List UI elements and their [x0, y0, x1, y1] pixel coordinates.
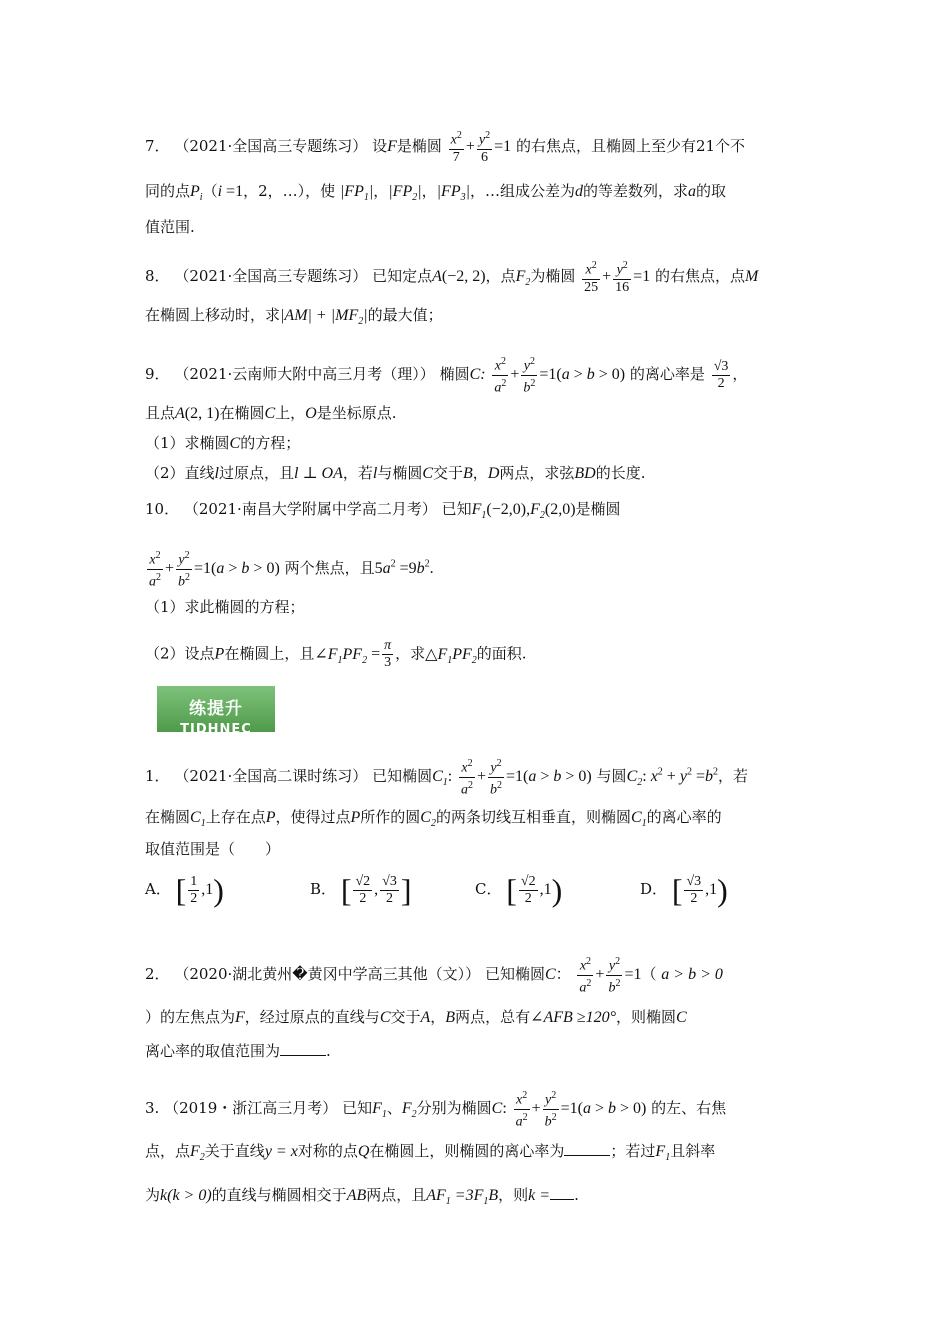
exercise-3-line-2: 点，点$F_2$关于直线y = x对称的点Q在椭圆上，则椭圆的离心率为 ；若过$F_1$且斜率: [145, 1142, 716, 1164]
problem-10-q2: （2）设点P在椭圆上，且$\angle F_1PF_2$ = $\frac{\pi}{3}$ ，求$\triangle F_1PF_2$的面积.: [145, 638, 527, 670]
exercise-2-line-1: 2． （2020·湖北黄州�黄冈中学高三其他（文）） 已知椭圆C： $\frac{x^2}{a^2}$ + $\frac{y^2}{b^2}$ =1（ a > b > 0: [145, 956, 723, 996]
problem-number: 7．: [145, 136, 170, 155]
problem-7-line-2: 同的点$P_i(i =1$，2，…），使 $|FP_1|$，$|FP_2|$，$|FP_3|$，…组成公差为d的等差数列，求a的取: [145, 182, 727, 204]
problem-number: 9．: [145, 365, 170, 384]
problem-source: （2019・浙江高三月考）: [164, 1099, 338, 1118]
fraction: $\frac{x^2}{a^2}$: [460, 758, 473, 798]
problem-7-line-1: 7． （2021·全国高三专题练习） 设F是椭圆 $\frac{x^2}{7}$ + $\frac{y^2}{6}$ =1 的右焦点，且椭圆上至少有21个不: [145, 130, 746, 165]
problem-10-line-2: $\frac{x^2}{a^2}$ + $\frac{y^2}{b^2}$ =1(a > b > 0) 两个焦点，且$5a^2 =9b^2$.: [149, 550, 434, 590]
problem-9-q1: （1）求椭圆C的方程；: [145, 434, 301, 452]
fraction: $\frac{y^2}{b^2}$: [608, 956, 621, 996]
section-badge: [157, 686, 275, 732]
fraction: $\frac{y^2}{16}$: [615, 260, 630, 295]
exercise-1-line-2: 在椭圆$C_1$上存在点P，使得过点P所作的圆$C_2$的两条切线互相垂直，则椭圆$C_1$的离心率的: [145, 808, 722, 830]
fraction: $\frac{x^2}{25}$: [584, 260, 599, 295]
problem-source: （2021·全国高三专题练习）: [174, 266, 368, 285]
option-c[interactable]: C． [ $\frac{√2}{2}$ ,1): [475, 872, 563, 908]
answer-blank[interactable]: [550, 1185, 574, 1200]
problem-9-line-1: 9． （2021·云南师大附中高三月考（理）） 椭圆C: $\frac{x^2}{a^2}$ + $\frac{y^2}{b^2}$ =1(a > b > 0) 的离心率是 $\frac{√3}{2}$ ，: [145, 356, 748, 396]
problem-source: （2020·湖北黄州�黄冈中学高三其他（文））: [174, 965, 481, 984]
exercise-1-line-3: 取值范围是（ ）: [145, 840, 281, 858]
problem-number: 1．: [145, 767, 170, 786]
fraction: $\frac{y^2}{b^2}$: [490, 758, 503, 798]
problem-number: 2．: [145, 965, 170, 984]
problem-source: （2021·全国高三专题练习）: [174, 136, 368, 155]
fraction: $\frac{y^2}{b^2}$: [544, 1090, 557, 1130]
fraction: $\frac{y^2}{b^2}$: [178, 550, 191, 590]
exercise-1-line-1: 1． （2021·全国高二课时练习） 已知椭圆$C_1$: $\frac{x^2}{a^2}$ + $\frac{y^2}{b^2}$ =1(a > b > 0) 与圆$C_2$: $x^2 + y^2 =b^2$，若: [145, 758, 748, 798]
exercise-2-line-3: 离心率的取值范围为 .: [145, 1042, 331, 1060]
problem-number: 8．: [145, 266, 170, 285]
problem-10-line-1: 10． （2021·南昌大学附属中学高二月考） 已知$F_1(-2,0),F_2(2,0)$是椭圆: [145, 500, 621, 522]
answer-blank[interactable]: [280, 1041, 326, 1056]
problem-source: （2021·云南师大附中高三月考（理））: [174, 365, 435, 384]
problem-8-line-2: 在椭圆上移动时，求$|AM| + |MF_2|$的最大值；: [145, 306, 443, 328]
exercise-3-line-3: 为k(k > 0)的直线与椭圆相交于AB两点，且$AF_1 =3F_1B$，则k = .: [145, 1186, 579, 1208]
fraction: $\frac{y^2}{6}$: [478, 130, 491, 165]
fraction: $\frac{x^2}{a^2}$: [579, 956, 592, 996]
problem-source: （2021·南昌大学附属中学高二月考）: [183, 500, 437, 518]
problem-8-line-1: 8． （2021·全国高三专题练习） 已知定点A(−2, 2)，点$F_2$为椭圆 $\frac{x^2}{25}$ + $\frac{y^2}{16}$ =1 的右焦点，点M: [145, 260, 759, 295]
option-d[interactable]: D． [ $\frac{√3}{2}$ ,1): [640, 872, 728, 908]
problem-9-line-2: 且点A(2, 1)在椭圆C上，O是坐标原点.: [145, 404, 397, 422]
problem-number: 3.: [145, 1099, 160, 1118]
problem-source: （2021·全国高二课时练习）: [174, 767, 368, 786]
problem-10-q1: （1）求此椭圆的方程；: [145, 598, 305, 616]
option-a[interactable]: A． [ $\frac{1}{2}$ ,1): [145, 872, 224, 908]
problem-7-line-3: 值范围.: [145, 218, 195, 236]
fraction: $\frac{y^2}{b^2}$: [523, 356, 536, 396]
answer-blank[interactable]: [564, 1141, 610, 1156]
exercise-3-line-1: 3. （2019・浙江高三月考） 已知$F_1$、$F_2$分别为椭圆C: $\frac{x^2}{a^2}$ + $\frac{y^2}{b^2}$ =1(a > b > 0) 的左、右焦: [145, 1090, 727, 1130]
problem-number: 10．: [145, 500, 180, 518]
fraction: $\frac{x^2}{a^2}$: [149, 550, 161, 590]
fraction: $\frac{x^2}{7}$: [450, 130, 462, 165]
fraction: $\frac{\pi}{3}$: [384, 638, 392, 670]
fraction: $\frac{x^2}{a^2}$: [515, 1090, 528, 1130]
section-title: 练提升: [189, 699, 243, 719]
fraction: $\frac{x^2}{a^2}$: [494, 356, 507, 396]
option-b[interactable]: B． [ $\frac{√2}{2}$ , $\frac{√3}{2}$ ]: [310, 872, 412, 908]
fraction: $\frac{√3}{2}$: [713, 358, 729, 391]
section-subtitle: TIDHNEC: [180, 722, 252, 732]
problem-9-q2: （2）直线l过原点，且l ⊥ OA，若l与椭圆C交于B，D两点，求弦BD的长度.: [145, 464, 646, 482]
exercise-2-line-2: ）的左焦点为F，经过原点的直线与C交于A，B两点，总有∠AFB ≥120°，则椭圆C: [145, 1008, 687, 1026]
